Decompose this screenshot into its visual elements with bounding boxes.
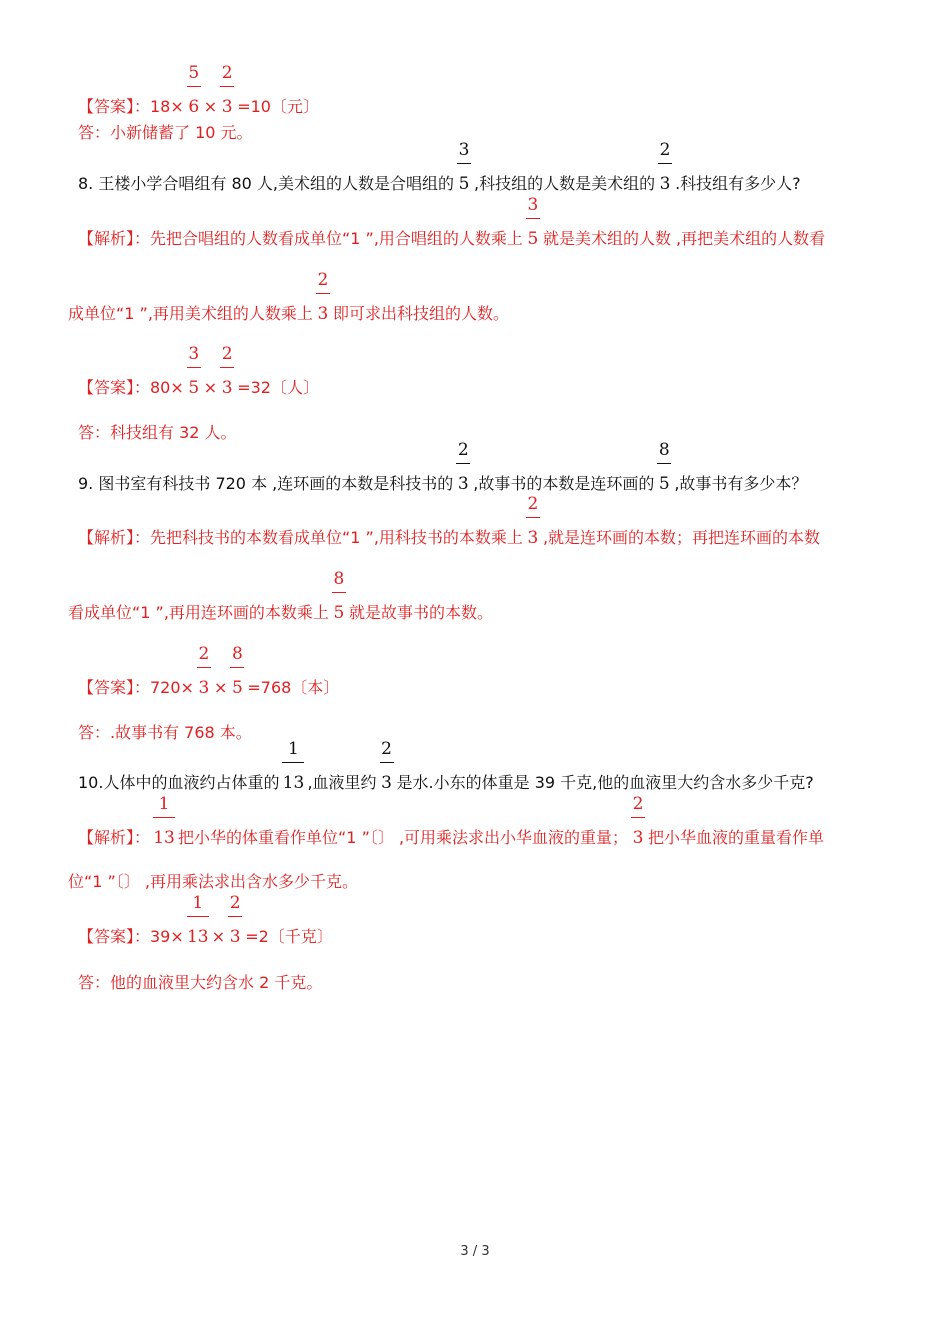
fraction-denominator: 3	[381, 773, 392, 793]
text-line-res8	[78, 418, 237, 448]
text-segment: 看成单位“1 ”,再用连环画的本数乘上	[68, 603, 329, 622]
text-segment: 【解析】：先把科技书的本数看成单位“1 ”,用科技书的本数乘上	[78, 528, 523, 547]
text-segment: ×	[211, 927, 226, 946]
text-segment: 【解析】：	[78, 828, 151, 847]
fraction-bar	[457, 163, 471, 164]
text-segment: ×	[203, 97, 218, 116]
text-line-exp9a	[78, 494, 821, 553]
text-segment: 【答案】：720×	[78, 678, 194, 697]
fraction-numerator: 1	[158, 794, 170, 814]
text-segment: 10.人体中的血液约占体重的	[78, 773, 280, 792]
fraction-denominator: 5	[231, 678, 243, 698]
fraction	[229, 644, 245, 703]
text-segment: 【答案】：80×	[78, 378, 184, 397]
text-segment: 把小华的体重看作单位“1 ”〔〕 ,可用乘法求出小华血液的重量；	[178, 828, 629, 847]
fraction-numerator: 2	[381, 739, 392, 759]
fraction-denominator: 3	[632, 828, 644, 848]
fraction-denominator: 5	[333, 603, 345, 623]
fraction-denominator: 13	[186, 927, 209, 947]
text-line-res10	[78, 968, 322, 998]
fraction-denominator: 3	[221, 97, 233, 117]
text-segment: 8. 王楼小学合唱组有 80 人,美术组的人数是合唱组的	[78, 174, 454, 193]
text-segment: 成单位“1 ”,再用美术组的人数乘上	[68, 304, 313, 323]
fraction-denominator: 5	[458, 174, 470, 194]
fraction	[456, 140, 472, 199]
fraction-bar	[631, 817, 645, 818]
fraction-numerator: 2	[221, 344, 233, 364]
text-line-exp9b	[68, 569, 493, 628]
fraction	[219, 344, 235, 403]
fraction	[186, 344, 202, 403]
fraction	[630, 794, 646, 853]
text-line-res7	[78, 118, 253, 148]
text-line-exp8b	[68, 270, 509, 329]
fraction	[152, 794, 176, 853]
fraction-bar	[282, 762, 304, 763]
fraction-numerator: 3	[188, 344, 200, 364]
text-segment: ,科技组的人数是美术组的	[473, 174, 656, 193]
fraction	[196, 644, 212, 703]
text-segment: 【答案】：18×	[78, 97, 184, 116]
fraction-bar	[230, 667, 244, 668]
fraction-denominator: 3	[198, 678, 210, 698]
fraction-denominator: 6	[188, 97, 200, 117]
text-line-res9	[78, 718, 252, 748]
text-segment: =768〔本〕	[247, 678, 340, 697]
text-segment: 就是故事书的本数。	[348, 603, 493, 622]
fraction-bar	[187, 916, 209, 917]
text-segment: 答：小新储蓄了 10 元。	[78, 123, 253, 142]
fraction-numerator: 8	[231, 644, 243, 664]
text-segment: 是水.小东的体重是 39 千克,他的血液里大约含水多少千克?	[396, 773, 814, 792]
text-line-ans8	[78, 344, 319, 403]
fraction-bar	[332, 592, 346, 593]
fraction	[281, 739, 305, 798]
text-segment: 【解析】：先把合唱组的人数看成单位“1 ”,用合唱组的人数乘上	[78, 229, 523, 248]
page-number: 3 / 3	[460, 1244, 490, 1259]
text-line-exp8a	[78, 195, 826, 254]
fraction-denominator: 5	[188, 378, 200, 398]
fraction-numerator: 2	[632, 794, 644, 814]
fraction-bar	[456, 463, 470, 464]
fraction-numerator: 2	[659, 140, 671, 160]
text-segment: 位“1 ”〔〕 ,再用乘法求出含水多少千克。	[68, 872, 359, 891]
fraction-bar	[657, 463, 671, 464]
fraction-denominator: 3	[221, 378, 233, 398]
text-segment: 9. 图书室有科技书 720 本 ,连环画的本数是科技书的	[78, 474, 454, 493]
fraction-numerator: 2	[221, 63, 233, 83]
text-line-q9	[78, 440, 808, 499]
fraction-bar	[220, 86, 234, 87]
fraction	[315, 270, 331, 329]
fraction-numerator: 8	[333, 569, 345, 589]
text-line-ans10	[78, 893, 333, 952]
fraction-denominator: 3	[229, 927, 241, 947]
fraction-numerator: 2	[527, 494, 539, 514]
fraction-numerator: 1	[288, 739, 299, 759]
fraction-bar	[187, 367, 201, 368]
fraction-numerator: 2	[317, 270, 329, 290]
text-segment: ,故事书有多少本？	[674, 474, 808, 493]
text-segment: 即可求出科技组的人数。	[332, 304, 509, 323]
fraction-numerator: 3	[527, 195, 539, 215]
text-segment: 答：他的血液里大约含水 2 千克。	[78, 973, 323, 992]
fraction-denominator: 3	[457, 474, 469, 494]
text-segment: ,就是连环画的本数；再把连环画的本数	[542, 528, 821, 547]
text-segment: =32〔人〕	[237, 378, 319, 397]
text-segment: 把小华血液的重量看作单	[648, 828, 825, 847]
text-segment: =2〔千克〕	[245, 927, 333, 946]
fraction-bar	[658, 163, 672, 164]
fraction	[455, 440, 471, 499]
fraction-numerator: 8	[658, 440, 670, 460]
fraction	[525, 494, 541, 553]
fraction	[525, 195, 541, 254]
text-segment: 就是美术组的人数 ,再把美术组的人数看	[542, 229, 826, 248]
fraction-bar	[316, 293, 330, 294]
fraction-bar	[526, 517, 540, 518]
fraction	[379, 739, 395, 798]
fraction-bar	[228, 916, 242, 917]
text-segment: 【答案】：39×	[78, 927, 184, 946]
fraction-numerator: 1	[192, 893, 204, 913]
text-segment: ,血液里约	[307, 773, 377, 792]
fraction-bar	[153, 817, 175, 818]
fraction-denominator: 5	[658, 474, 670, 494]
text-segment: ×	[203, 378, 218, 397]
fraction	[227, 893, 243, 952]
text-line-q8	[78, 140, 801, 199]
fraction-numerator: 2	[229, 893, 241, 913]
text-segment: 答：.故事书有 768 本。	[78, 723, 252, 742]
fraction	[656, 440, 672, 499]
fraction-numerator: 2	[457, 440, 469, 460]
text-segment: ,故事书的本数是连环画的	[473, 474, 655, 493]
text-segment: 答：科技组有 32 人。	[78, 423, 237, 442]
fraction-denominator: 13	[282, 773, 305, 793]
text-line-ans9	[78, 644, 340, 703]
text-segment: ×	[213, 678, 228, 697]
fraction-bar	[380, 762, 394, 763]
fraction-bar	[220, 367, 234, 368]
fraction-denominator: 5	[527, 229, 539, 249]
fraction-denominator: 13	[153, 828, 175, 848]
text-line-q10	[78, 739, 814, 798]
fraction-numerator: 2	[198, 644, 210, 664]
text-segment: .科技组有多少人?	[675, 174, 801, 193]
fraction-denominator: 3	[317, 304, 329, 324]
text-line-exp10b	[68, 867, 358, 897]
fraction-bar	[197, 667, 211, 668]
fraction	[186, 893, 210, 952]
fraction-numerator: 3	[458, 140, 470, 160]
fraction-numerator: 5	[188, 63, 200, 83]
fraction-denominator: 3	[659, 174, 671, 194]
text-segment: =10〔元〕	[237, 97, 319, 116]
fraction	[657, 140, 673, 199]
fraction	[331, 569, 347, 628]
text-line-exp10a	[78, 794, 825, 853]
fraction-bar	[187, 86, 201, 87]
fraction-denominator: 3	[527, 528, 539, 548]
fraction-bar	[526, 218, 540, 219]
